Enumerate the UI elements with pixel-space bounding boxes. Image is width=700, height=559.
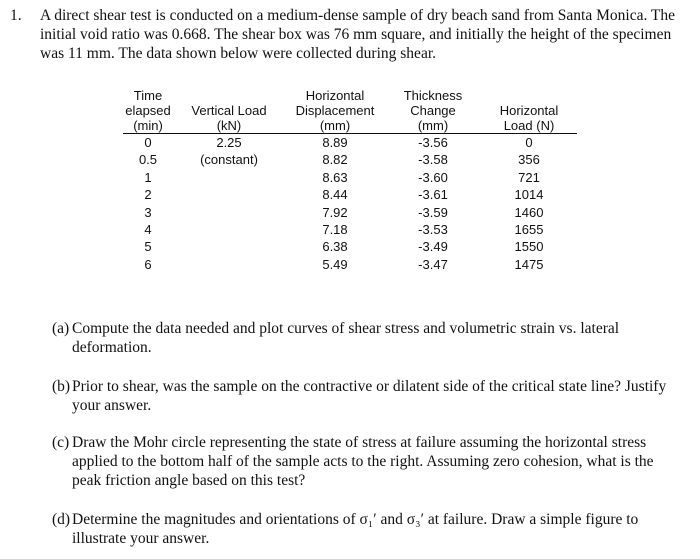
question-text: Determine the magnitudes and orientations of σ₁′ and σ₃′ at failure. Draw a simple figure to illustrate your answer.: [72, 511, 639, 547]
question-text: Prior to shear, was the sample on the contractive or dilatent side of the critical state line? Justify your answer.: [72, 378, 667, 414]
column-header-vertical-load: Vertical Load (kN): [191, 103, 267, 133]
table-row: 4 7.18 -3.53 1655: [144, 222, 544, 238]
table-row: 6 5.49 -3.47 1475: [144, 256, 544, 272]
question-label: (a): [52, 320, 70, 337]
column-header-horizontal-displacement: Horizontal Displacement (mm): [295, 88, 375, 133]
question-label: (b): [52, 378, 71, 395]
table-row: 1 8.63 -3.60 721: [144, 169, 540, 185]
column-header-thickness-change: Thickness Change (mm): [403, 88, 463, 133]
table-row: 0 2.25 8.89 -3.56 0: [144, 135, 533, 150]
question-label: (c): [52, 434, 70, 451]
table-row: 2 8.44 -3.61 1014: [144, 187, 544, 203]
table-header-row: [123, 88, 577, 134]
problem-text: A direct shear test is conducted on a medium-dense sample of dry beach sand from Santa Monica. The initial void ratio was 0.668. The shear box was 76 mm square, and initially the height of the specimen was 11 mm. The data shown below were collected during shear.: [40, 7, 676, 62]
column-header-horizontal-load: Horizontal Load (N): [499, 103, 559, 133]
problem-number: 1.: [10, 7, 22, 24]
table-row: 5 6.38 -3.49 1550: [144, 239, 544, 255]
question-text: Draw the Mohr circle representing the state of stress at failure assuming the horizontal stress applied to the bottom half of the sample acts to the right. Assuming zero cohesion, what is the peak friction angle based on this test?: [72, 434, 654, 489]
column-header-time: Time elapsed (min): [125, 88, 171, 133]
table-row: 0.5 (constant) 8.82 -3.58 356: [138, 152, 540, 168]
shear-test-data-table: [123, 88, 577, 273]
table-row: 3 7.92 -3.59 1460: [144, 204, 544, 220]
question-label: (d): [52, 511, 71, 528]
question-text: Compute the data needed and plot curves of shear stress and volumetric strain vs. lateral deformation.: [72, 320, 620, 356]
